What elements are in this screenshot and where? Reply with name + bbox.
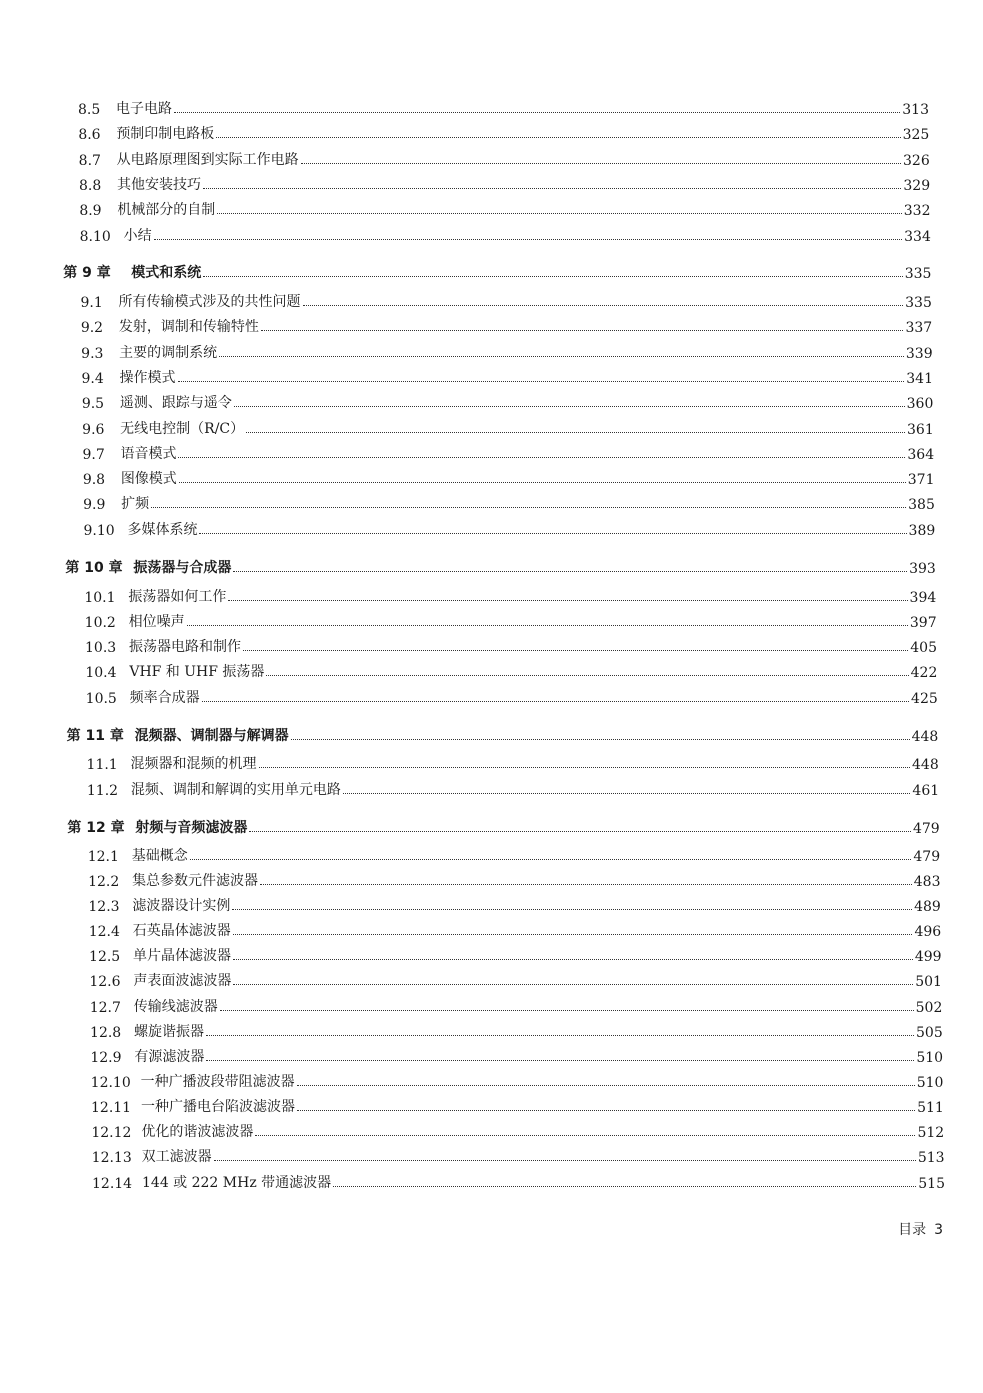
toc-page-number: 339 — [905, 346, 933, 362]
dot-leader — [297, 1085, 915, 1086]
toc-title: 振荡器如何工作 — [128, 589, 227, 605]
toc-number: 第 11 章 — [66, 728, 124, 744]
toc-section-row — [90, 1044, 943, 1066]
toc-page-number: 361 — [907, 422, 934, 438]
toc-number: 12.3 — [88, 899, 120, 915]
toc-page-number: 496 — [914, 924, 942, 940]
toc-number: 12.5 — [89, 949, 121, 965]
toc-number: 12.11 — [91, 1100, 132, 1116]
toc-section-row — [80, 223, 931, 245]
toc-number: 第 10 章 — [65, 560, 123, 576]
toc-number: 10.4 — [85, 665, 117, 681]
toc-page-number: 313 — [902, 102, 929, 118]
toc-number: 12.7 — [89, 1000, 121, 1016]
toc-section-row — [78, 121, 929, 143]
dot-leader — [291, 739, 910, 740]
toc-page-number: 513 — [917, 1150, 945, 1166]
toc-title: 主要的调制系统 — [119, 345, 218, 361]
toc-number: 10.5 — [85, 691, 117, 707]
toc-number: 8.5 — [78, 102, 101, 118]
toc-title: 频率合成器 — [129, 690, 200, 706]
toc-section-row — [90, 994, 943, 1016]
toc-page-number: 515 — [918, 1176, 945, 1192]
dot-leader — [246, 432, 905, 433]
toc-number: 12.4 — [88, 924, 120, 940]
toc-section-row — [78, 96, 929, 118]
toc-section-row — [83, 491, 935, 513]
toc-number: 9.9 — [83, 497, 106, 513]
toc-page-number: 393 — [909, 561, 936, 577]
toc-page-number: 326 — [903, 153, 930, 169]
toc-chapter-row — [63, 260, 931, 282]
toc-page-number: 394 — [909, 590, 937, 606]
toc-page-number: 397 — [909, 615, 937, 631]
toc-number: 8.10 — [79, 229, 111, 245]
toc-page-number: 334 — [904, 229, 931, 245]
toc-section-row — [92, 1144, 945, 1166]
toc-title: 射频与音频滤波器 — [135, 820, 248, 836]
toc-section-row — [90, 1019, 943, 1041]
dot-leader — [249, 831, 911, 832]
toc-title: 单片晶体滤波器 — [133, 948, 232, 964]
toc-number: 8.9 — [79, 203, 102, 219]
toc-title: 扩频 — [121, 496, 150, 512]
toc-number: 9.4 — [81, 371, 104, 387]
toc-section-row — [91, 1119, 944, 1141]
toc-number: 8.8 — [78, 178, 102, 194]
toc-title: 小结 — [123, 228, 152, 244]
toc-section-row — [89, 968, 942, 990]
toc-title: 预制印制电路板 — [116, 126, 215, 142]
toc-section-row — [82, 365, 934, 387]
page-footer — [890, 1219, 943, 1239]
dot-leader — [260, 884, 912, 885]
dot-leader — [203, 188, 901, 189]
toc-number: 9.6 — [82, 422, 105, 438]
toc-number: 12.6 — [89, 974, 121, 990]
toc-number: 8.6 — [78, 127, 101, 143]
toc-number: 第 12 章 — [67, 820, 125, 836]
toc-title: 一种广播波段带阻滤波器 — [140, 1074, 295, 1090]
toc-page-number: 510 — [916, 1075, 944, 1091]
toc-page-number: 337 — [905, 320, 933, 336]
toc-section-row — [85, 659, 937, 681]
dot-leader — [203, 276, 902, 277]
dot-leader — [233, 959, 913, 960]
toc-page-number: 364 — [907, 447, 935, 463]
dot-leader — [202, 701, 909, 702]
footer-page-number: 3 — [934, 1222, 943, 1238]
dot-leader — [303, 305, 904, 306]
toc-section-row — [87, 777, 939, 799]
toc-number: 9.3 — [81, 346, 104, 362]
toc-title: 双工滤波器 — [141, 1149, 212, 1165]
toc-number: 10.2 — [84, 615, 116, 631]
toc-title: 声表面波滤波器 — [133, 973, 232, 989]
dot-leader — [199, 533, 906, 534]
toc-section-row — [83, 517, 935, 539]
toc-section-row — [91, 1069, 944, 1091]
dot-leader — [259, 767, 910, 768]
toc-number: 12.8 — [90, 1025, 122, 1041]
toc-number: 12.9 — [90, 1050, 122, 1066]
toc-page-number: 341 — [906, 371, 933, 387]
toc-page-number: 448 — [911, 729, 939, 745]
toc-page-number: 329 — [903, 178, 931, 194]
toc-title: 语音模式 — [120, 446, 177, 462]
toc-page-number: 448 — [912, 757, 939, 773]
toc-title: 螺旋谐振器 — [134, 1024, 205, 1040]
toc-page-number: 479 — [912, 821, 940, 837]
toc-number: 10.1 — [84, 590, 116, 606]
toc-chapter-row — [67, 723, 939, 745]
toc-page-number: 502 — [915, 1000, 943, 1016]
toc-section-row — [92, 1170, 945, 1192]
toc-number: 10.3 — [85, 640, 117, 656]
toc-title: 振荡器与合成器 — [133, 560, 232, 576]
toc-title: 从电路原理图到实际工作电路 — [116, 152, 299, 168]
toc-title: 基础概念 — [131, 848, 188, 864]
toc-title: 图像模式 — [120, 471, 177, 487]
toc-section-row — [81, 314, 932, 336]
toc-number: 11.1 — [86, 757, 118, 773]
dot-leader — [174, 112, 900, 113]
toc-title: 石英晶体滤波器 — [132, 923, 231, 939]
toc-page-number: 335 — [904, 266, 932, 282]
dot-leader — [187, 625, 908, 626]
dot-leader — [261, 330, 904, 331]
toc-page-number: 389 — [908, 523, 936, 539]
toc-number: 9.7 — [82, 447, 105, 463]
toc-page-number: 335 — [905, 295, 932, 311]
toc-section-row — [82, 441, 934, 463]
toc-page-number: 512 — [917, 1125, 945, 1141]
toc-section-row — [91, 1094, 944, 1116]
toc-page-number: 479 — [913, 849, 941, 865]
toc-title: 所有传输模式涉及的共性问题 — [118, 294, 301, 310]
toc-number: 12.2 — [88, 874, 120, 890]
dot-leader — [234, 406, 905, 407]
toc-title: 传输线滤波器 — [133, 999, 218, 1015]
dot-leader — [243, 650, 908, 651]
toc-page-number: 510 — [916, 1050, 944, 1066]
toc-page-number: 371 — [907, 472, 935, 488]
toc-page-number: 505 — [916, 1025, 943, 1041]
toc-section-row — [88, 843, 940, 865]
toc-number: 9.10 — [83, 523, 115, 539]
toc-title: 多媒体系统 — [127, 522, 198, 538]
dot-leader — [216, 137, 900, 138]
toc-title: 混频器和混频的机理 — [130, 756, 257, 772]
dot-leader — [190, 859, 912, 860]
toc-page-number: 332 — [903, 203, 931, 219]
toc-number: 12.14 — [92, 1176, 133, 1192]
toc-title: 遥测、跟踪与遥令 — [119, 395, 232, 411]
toc-page-number: 499 — [914, 949, 942, 965]
toc-number: 12.10 — [90, 1075, 131, 1091]
toc-title: 相位噪声 — [128, 614, 185, 630]
toc-title: 模式和系统 — [131, 265, 202, 281]
toc-page-number: 405 — [910, 640, 937, 656]
toc-title: 144 或 222 MHz 带通滤波器 — [142, 1175, 332, 1191]
toc-number: 12.12 — [91, 1125, 132, 1141]
toc-chapter-row — [67, 815, 939, 837]
dot-leader — [178, 381, 905, 382]
dot-leader — [232, 909, 912, 910]
toc-section-row — [83, 466, 935, 488]
toc-section-row — [84, 584, 936, 606]
toc-number: 9.2 — [80, 320, 104, 336]
toc-number: 11.2 — [86, 783, 119, 799]
toc-number: 9.5 — [81, 396, 105, 412]
dot-leader — [220, 1010, 914, 1011]
toc-number: 第 9 章 — [63, 265, 111, 281]
toc-number: 12.13 — [91, 1150, 132, 1166]
toc-section-row — [85, 634, 937, 656]
toc-title: 无线电控制（R/C） — [120, 421, 245, 437]
toc-title: 滤波器设计实例 — [132, 898, 231, 914]
dot-leader — [217, 213, 901, 214]
toc-section-row — [82, 416, 934, 438]
dot-leader — [214, 1160, 916, 1161]
dot-leader — [179, 482, 906, 483]
toc-page-number: 360 — [906, 396, 934, 412]
toc-page-number: 461 — [912, 783, 940, 799]
toc-page-number: 325 — [902, 127, 930, 143]
dot-leader — [255, 1135, 915, 1136]
toc-number: 8.7 — [78, 153, 101, 169]
dot-leader — [233, 934, 913, 935]
toc-page-number: 422 — [910, 665, 938, 681]
toc-chapter-row — [65, 555, 935, 577]
toc-section-row — [81, 289, 932, 311]
toc-title: 优化的谐波滤波器 — [141, 1124, 254, 1140]
toc-section-row — [88, 893, 940, 915]
toc-page-number: 425 — [911, 691, 938, 707]
toc-title: 电子电路 — [116, 101, 172, 117]
dot-leader — [206, 1060, 914, 1061]
toc-title: 发射，调制和传输特性 — [118, 319, 259, 335]
toc-number: 12.1 — [87, 849, 119, 865]
toc-section-row — [79, 147, 930, 169]
dot-leader — [233, 571, 907, 572]
footer-label: 目录 — [898, 1222, 927, 1238]
toc-page-number: 489 — [914, 899, 941, 915]
toc-section-row — [81, 340, 932, 362]
toc-title: 混频、调制和解调的实用单元电路 — [130, 782, 341, 798]
toc-title: 一种广播电台陷波滤波器 — [141, 1099, 295, 1115]
toc-page-number: 385 — [908, 497, 935, 513]
toc-title: 机械部分的自制 — [117, 202, 216, 218]
dot-leader — [297, 1110, 915, 1111]
toc-section-row — [87, 751, 939, 773]
dot-leader — [343, 793, 911, 794]
toc-number: 9.8 — [82, 472, 106, 488]
toc-section-row — [88, 868, 940, 890]
toc-section-row — [82, 390, 934, 412]
toc-section-row — [89, 918, 942, 940]
dot-leader — [233, 984, 913, 985]
dot-leader — [301, 163, 901, 164]
toc-section-row — [79, 172, 930, 194]
dot-leader — [154, 239, 903, 240]
dot-leader — [178, 457, 905, 458]
dot-leader — [333, 1186, 916, 1187]
toc-page-number: 501 — [915, 974, 942, 990]
dot-leader — [219, 356, 904, 357]
toc-title: 操作模式 — [119, 370, 176, 386]
toc-title: 振荡器电路和制作 — [129, 639, 241, 655]
dot-leader — [206, 1035, 914, 1036]
toc-title: 混频器、调制器与解调器 — [134, 728, 289, 744]
dot-leader — [266, 675, 908, 676]
toc-section-row — [89, 943, 942, 965]
toc-title: 有源滤波器 — [134, 1049, 205, 1065]
dot-leader — [228, 600, 907, 601]
toc-section-row — [79, 197, 930, 219]
toc-section-row — [85, 609, 937, 631]
toc-title: 集总参数元件滤波器 — [132, 873, 259, 889]
toc-section-row — [86, 685, 938, 707]
toc-number: 9.1 — [80, 295, 103, 311]
toc-title: VHF 和 UHF 振荡器 — [129, 664, 265, 680]
toc-title: 其他安装技巧 — [116, 177, 201, 193]
toc-page-number: 511 — [917, 1100, 944, 1116]
dot-leader — [151, 507, 906, 508]
toc-page-number: 483 — [913, 874, 941, 890]
